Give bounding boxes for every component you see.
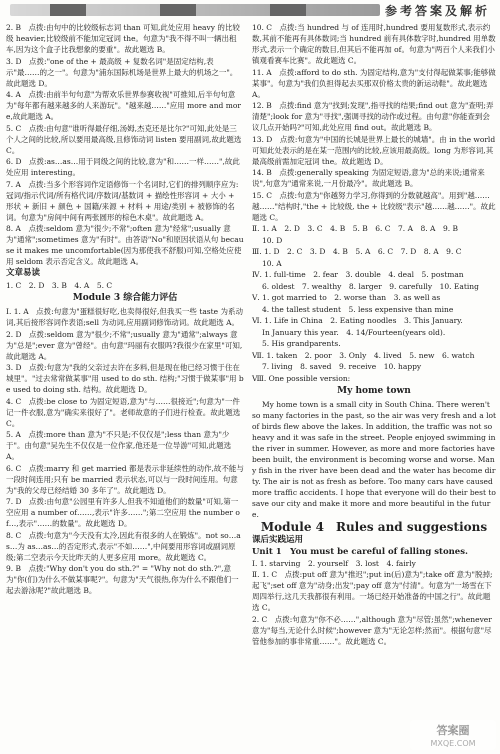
answer-row: 4. the tallest student 5. less expensive than mine <box>262 304 454 314</box>
answer-row: Ⅵ. 1. Life in China 2. Eating noodles 3. This January. <box>252 316 463 325</box>
answer-row: Ⅳ. 1. full-time 2. fear 3. double 4. deal 5. postman <box>252 270 464 279</box>
answer-item: 7. A 点拨:当多个形容词作定语修饰一个名词时,它们的排列顺序应为:冠词/指示代词/所有格代词/序数词/基数词 + 描绘性形容词 + 大小 + 形状 + 新旧 + 颜色 + 国籍/来源 + 材料 + 用途/类别 + 被修饰的名词。句意为"房间中间有两张圆形的棕色木桌"。故此题选 A。 <box>6 179 239 222</box>
answer-item: 5. A 点拨:more than 意为"不只是;不仅仅是";less than 意为"少于"。由句意"吴先生不仅仅是一位作家,他还是一位导游"可知,此题选 A。 <box>6 430 232 461</box>
answer-item: 3. D 点拨:"one of the + 最高级 + 复数名词"是固定结构,表示"最……的之一"。句意为"浦东国际机场是世界上最大的机场之一"。故此题选 D。 <box>6 56 238 88</box>
answer-item: 13. D 点拨:句意为"中国的长城是世界上最长的城墙"。由 in the world 可知此处表示的是在某一范围内的比较,应该用最高级。long 为形容词,其最高级前需加定冠词 the。故此题选 D。 <box>252 134 496 166</box>
right-column <box>252 22 496 647</box>
left-column <box>6 22 244 597</box>
answer-item: 11. A 点拨:afford to do sth. 为固定结构,意为"支付得起做某事;能够做某事"。句意为"我们负担得起去买那双价格太贵的新运动鞋"。故此题选 A。 <box>252 67 496 99</box>
header-title: 参考答案及解析 <box>384 4 490 18</box>
header-band <box>10 4 380 16</box>
answer-row: Ⅲ. 1. D 2. C 3. D 4. B 5. A 6. C 7. D 8. A 9. C <box>252 247 462 256</box>
answer-row: 6. oldest 7. wealthy 8. larger 9. carefully 10. Eating <box>262 281 479 291</box>
answer-item: 3. D 点拨:句意为"我的父亲过去许在多料,但是现在他已经习惯于住在城里"。"过去常常做某事"用 used to do sth. 结构;"习惯于做某事"用 be used to doing sth. 结构。故此题选 D。 <box>6 363 244 394</box>
answer-item: 12. B 点拨:find 意为"找到;发现",指寻找的结果;find out 意为"查明;弄清楚";look for 意为"寻找",强调寻找的动作或过程。由句意"你能查到会议几点开始吗?"可知,此处应用 find out。故此题选 B。 <box>252 101 494 132</box>
answer-item: 8. A 点拨:seldom 意为"很少;不常";often 意为"经常";usually 意为"通常";sometimes 意为"有时"。由答语"No"和原因状语从句 because it makes me uncomfortable(因为那使我不舒服)可知,空格处应使用 seldom 表示否定含义。故此题选 A。 <box>6 224 244 266</box>
header-band-mark <box>50 4 86 16</box>
answer-row: Ⅷ. One possible version: <box>252 373 351 383</box>
section-title: 文章易读 <box>6 268 41 278</box>
answer-item: 4. C 点拨:be close to 为固定短语,意为"与……很接近";句意为"一件记一件衣服,意为"确实来很好了"。老师故意的子们进行检查。故此题选 C。 <box>6 396 241 428</box>
answer-row: 7. living 8. saved 9. receive 10. happy <box>262 362 422 371</box>
section-title: 课后实践运用 <box>252 534 304 545</box>
answer-item: 7. D 点拨:由句意"公园里有许多人,但我不知道他们的数量"可知,第一空应用 a number of……,表示"许多……";第二空应用 the number of…,表示"……的数量"。故此题选 D。 <box>6 497 240 528</box>
answer-row: Ⅶ. 1. taken 2. poor 3. Only 4. lived 5. new 6. watch <box>252 350 475 360</box>
answer-row: 10. A <box>262 258 282 268</box>
answer-item: 6. C 点拨:marry 和 get married 都是表示非延续性的动作,故不能与一段时间连用;只有 be married 表示状态,可以与一段时间连用。句意为"我的父母已经结婚 30 多年了"。故此题选 D。 <box>6 463 244 495</box>
answer-item: 2. B 点拨:由句中的比较级标志词 than 可知,此处应用 heavy 的比较级 heavier,比较级前不能加定冠词 the。句意为"我不得不叫一辆出租车,因为这个盒子比我想象的要重"。故此题选 B。 <box>6 23 240 54</box>
svg-text:答案圈: 答案圈 <box>436 724 470 737</box>
page-header <box>0 0 500 22</box>
answer-item: 8. C 点拨:句意为"今天没有太冷,因此有很多的人在锻炼"。not so…as…为 as…as…的否定形式,表示"不如……",中间要用形容词或副词原级;第二空表示今天比昨天的人更多应用 more。故此题选 C。 <box>6 530 241 562</box>
answer-item: 2. D 点拨:seldom 意为"很少;不常";usually 意为"通常";always 意为"总是";ever 意为"曾经"。由句意"玛丽有衣服吗?我很少在家里"可知,故此题选 A。 <box>6 329 243 361</box>
essay <box>252 399 496 520</box>
answer-item: 4. A 点拨:由前半句句意"为帮欢乐世界参赛收视"可推知,后半句句意为"每年都有越来越多的人来游玩"。"越来越……"应用 more and more,故此题选 A。 <box>6 90 241 121</box>
answer-item: 9. B 点拨:"Why don't you do sth.?" = "Why not do sth.?",意为"你(们)为什么不做某事呢?"。句意为"天气很热,你为什么不跟他们一起去游泳呢?"故此题选 B。 <box>6 564 239 595</box>
module-title: Module 4 Rules and suggestions <box>260 519 488 534</box>
answer-item: Ⅱ. 1. C 点拨:put off 意为"推迟";put in(后)意为";take off 意为"脱掉;起飞";set off 意为"动身;出发";pay off 意为"付清"。句意为"一场雪在下周四举行,这几天我都很有利用。一场已经开始准备的中国之行"。故此题选 C。 <box>252 570 493 612</box>
answer-row: In January this year. 4. 14/Fourteen(years old). <box>262 327 446 337</box>
answer-row: 1. C 2. D 3. B 4. A 5. C <box>6 281 113 290</box>
module-title: Module 3 综合能力评估 <box>72 293 178 303</box>
answer-row: 10. D <box>262 235 283 245</box>
answer-row: Ⅴ. 1. got married to 2. worse than 3. as well as <box>252 293 441 302</box>
answer-item: 2. C 点拨:句意为"你不必……",although 意为"尽管;虽然";whenever 意为"每当,无论什么时候";however 意为"无论怎样;然而"。根据句意"尽管他参加的事非常重……"。故此题选 C。 <box>252 614 492 646</box>
answer-row: Ⅰ. 1. starving 2. yourself 3. lost 4. fairly <box>252 558 416 568</box>
answer-row: Ⅱ. 1. A 2. D 3. C 4. B 5. B 6. C 7. A 8. A 9. B <box>252 224 458 233</box>
answer-item: Ⅰ. 1. A 点拨:句意为"蛋糕很好吃,也卖得很好,但我买一些 taste 为系动词,其后接形容词作表语;sell 为动词,应用副词修饰动词。故此题选 A。 <box>6 307 243 327</box>
answer-item: 5. C 点拨:由句意"谁听得最仔细,汤姆,杰克还是比尔?"可知,此处是三个人之间的比较,所以要用最高级,且修饰动词 listen 要用副词,故此题选 C。 <box>6 123 242 155</box>
answer-item: 14. B 点拨:generally speaking 为固定短语,意为"总的来说;通常来说",句意为"通常来说,一月份最冷"。故此题选 B。 <box>252 168 485 188</box>
essay-paragraph: My home town is a small city in South China. There weren't so many factories in the past, so the air was very fresh and a lot of birds flew above the lakes. In addition, the traffic was not so heavy and it was safe in the street. People enjoyed swimming in the river in summer. However, as more and more factories have been built, the environment is becoming worse and worse. Many fish in the river have been dead and the water has become dirty. The air is not as fresh as before. Too many cars have caused more traffic accidents. I hope that everyone will do their best to save our city and make it more and more beautiful in the future. <box>252 399 496 519</box>
svg-text:MXQE.COM: MXQE.COM <box>430 739 476 748</box>
answer-item: 6. D 点拨:as…as…用于同级之间的比较,意为"和……一样……",故此处应用 interesting。 <box>6 157 240 177</box>
answer-row: 5. His grandparents. <box>262 339 341 348</box>
answer-item: 10. C 点拨:当 hundred 与 of 连用时,hundred 要用复数形式,表示约数,其前不能再有具体数词;当 hundred 前有具体数字时,hundred 用单数形式,表示一个确定的数目,但其后不能再加 of。句意为"两百个人来我们小镇观看赛车比赛"。故此题选 C。 <box>252 23 496 65</box>
unit-title: Unit 1 You must be careful of falling stones. <box>252 546 468 557</box>
watermark-logo <box>410 720 496 750</box>
essay-title: My home town <box>337 385 411 396</box>
answer-item: 15. C 点拨:句意为"你越努力学习,你得到的分数就越高"。用到"越……越……"结构时,"the + 比较级, the + 比较级"表示"越……越……"。故此题选 C。 <box>252 190 496 222</box>
header-band-mark <box>270 4 306 16</box>
header-band-mark <box>160 4 196 16</box>
